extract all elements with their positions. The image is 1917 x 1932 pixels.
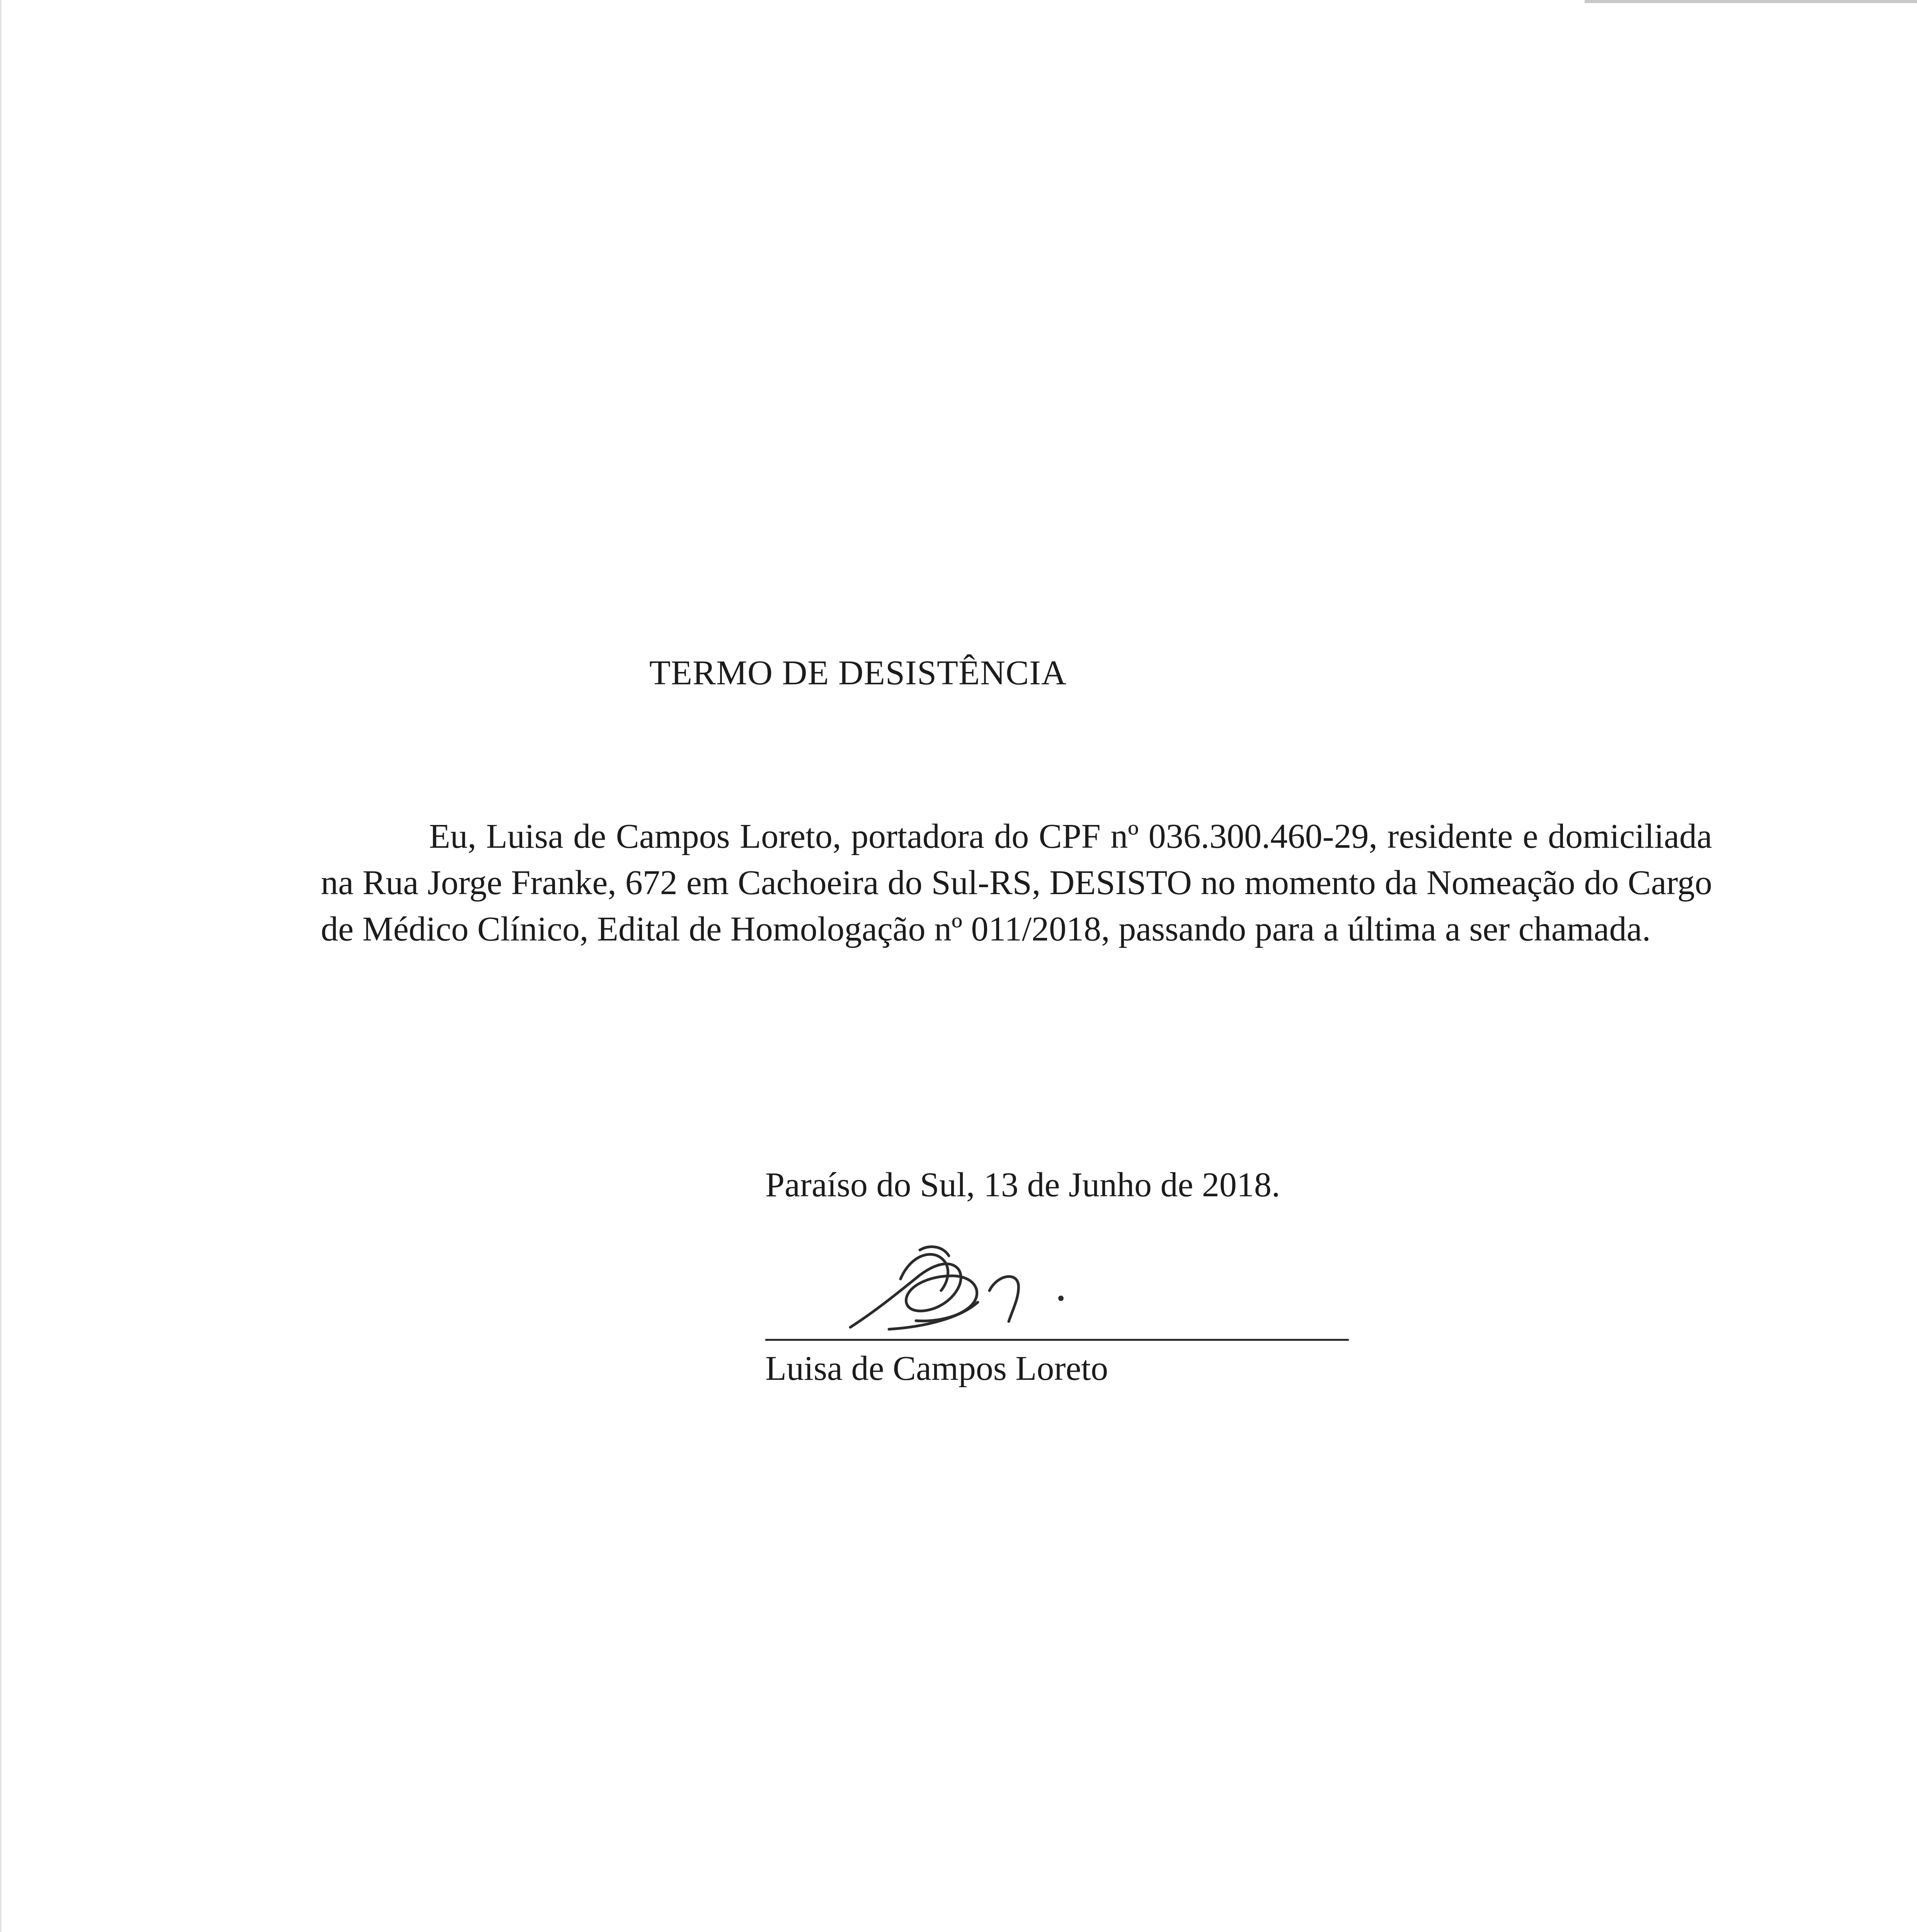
document-title: TERMO DE DESISTÊNCIA	[649, 654, 1067, 692]
declaration-paragraph: Eu, Luisa de Campos Loreto, portadora do CPF nº 036.300.460-29, residente e domiciliada na Rua Jorge Franke, 672 em Cachoeira do Sul-RS, DESISTO no momento da Nomeação do Cargo de Médico Clínico, Edital de Homologação nº 011/2018, passando para a última a ser chamada.	[321, 817, 1712, 948]
signer-name: Luisa de Campos Loreto	[765, 1349, 1108, 1388]
handwritten-signature-icon	[843, 1233, 1082, 1337]
scan-edge	[0, 0, 2, 1932]
scan-edge	[1585, 0, 1917, 3]
place-and-date: Paraíso do Sul, 13 de Junho de 2018.	[765, 1166, 1280, 1204]
signature-line	[765, 1339, 1349, 1341]
